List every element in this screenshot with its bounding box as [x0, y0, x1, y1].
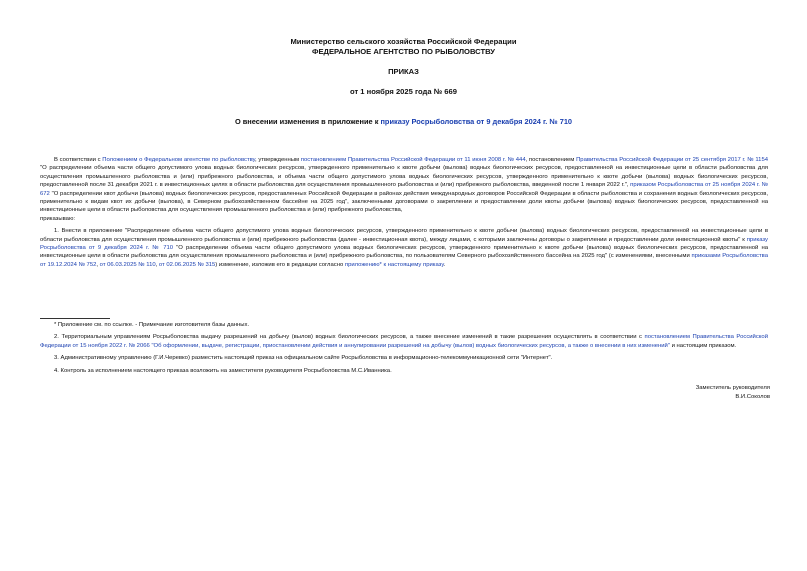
document-body	[40, 156, 768, 269]
item-2-paragraph	[40, 333, 768, 350]
agency-name: ФЕДЕРАЛЬНОЕ АГЕНТСТВО ПО РЫБОЛОВСТВУ	[312, 47, 495, 56]
order-672-link[interactable]: приказом Росрыболовства от 25 ноября 2024 г. № 672	[40, 182, 768, 197]
document-body-continued	[40, 321, 768, 375]
order-315-link[interactable]: от 02.06.2025 № 315	[158, 261, 216, 268]
item-2-text: 2. Территориальным управлениям Росрыболовства выдачу разрешений на добычу (вылов) водных биологических ресурсов, а также внесение изменений в такие разрешения осуществлять в соответствии с	[54, 334, 645, 341]
item-4-paragraph: 4. Контроль за исполнением настоящего приказа возложить на заместителя руководителя Росрыболовства М.С.Иванника.	[54, 367, 392, 374]
preamble-text: В соответствии с	[54, 157, 103, 163]
signer-name: В.И.Соколов	[735, 394, 770, 400]
footnote-divider	[40, 318, 110, 319]
preamble-text: "О распределении объема части общего допустимого улова водных биологических ресурсов, утвержденного применительно к квоте добычи (вылова) водных биологических ресурсов, предоставленной на инвестиционные цели в области рыболовства для осуществления промышленного рыболовства и (или) прибрежного рыболовства, и объема части общего допустимого улова водных биологических ресурсов, утвержденного применительно к квоте добычи (вылова) водных биологических ресурсов, предоставленной после 31 декабря 2021 г. в инвестиционных целях в области рыболовства для осуществления промышленного рыболовства и (или) прибрежного рыболовства, введенной после 1 января 2022 г.",	[40, 165, 768, 189]
resolution-1154-link[interactable]: Правительства Российской Федерации от 25 сентября 2017 г. № 1154	[576, 157, 769, 163]
order-word: приказываю:	[40, 215, 76, 222]
resolution-2066-title-link[interactable]: "Об оформлении, выдаче, регистрации, приостановлении действия и аннулировании разрешений на добычу (вылов) водных биологических ресурсов, а также о внесении в них изменений"	[151, 342, 670, 349]
resolution-444-link[interactable]: постановлением Правительства Российской Федерации от 11 июня 2008 г. № 444	[300, 157, 526, 163]
preamble-text: , утвержденным	[255, 157, 301, 163]
signature-block	[696, 384, 770, 402]
item-1-text: ) изменение, изложив его в редакции согласно	[215, 261, 345, 268]
preamble-text: , постановлением	[525, 157, 577, 163]
title-order-link[interactable]: приказу Росрыболовства от 9 декабря 2024 г. № 710	[380, 117, 573, 126]
footnote: * Приложение см. по ссылке. - Примечание изготовителя базы данных.	[54, 322, 250, 328]
item-1-text: ,	[96, 261, 100, 268]
resolution-2066-link[interactable]: постановлением Правительства Российской Федерации от 15 ноября 2022 г. № 2066	[40, 334, 768, 349]
item-1-text: ,	[155, 261, 159, 268]
item-1-text: "О распределении объема части общего допустимого улова водных биологических ресурсов, утвержденного применительно к квоте добычи (вылова) водных биологических ресурсов, предоставленной на инвестиционные цели в области рыболовства для осуществления промышленного рыболовства и (или) прибрежного рыболовства, по пользователям Северного рыбохозяйственного бассейна на 2025 год" (с изменениями, внесенными	[40, 245, 768, 260]
document-type: ПРИКАЗ	[388, 67, 419, 76]
regulation-link[interactable]: Положением о Федеральном агентстве по рыболовству	[102, 157, 256, 163]
order-752-link[interactable]: приказами Росрыболовства от 19.12.2024 № 752	[40, 253, 768, 268]
document-title-text: О внесении изменения в приложение к	[234, 117, 381, 126]
order-710-link[interactable]: приказу Росрыболовства от 9 декабря 2024 г. № 710	[40, 236, 768, 252]
item-1-text: .	[443, 261, 446, 268]
signer-position: Заместитель руководителя	[695, 385, 770, 391]
document-date-number: от 1 ноября 2025 года № 669	[350, 87, 457, 96]
order-110-link[interactable]: от 06.03.2025 № 110	[99, 261, 156, 268]
item-1-paragraph	[40, 227, 768, 269]
document-title	[0, 117, 807, 126]
item-3-paragraph: 3. Административному управлению (Г.И.Черевко) разместить настоящий приказ на официальном сайте Росрыболовства в информационно-телекоммуникационной сети "Интернет".	[54, 355, 553, 362]
item-1-text: 1. Внести в приложение "Распределение объема части общего допустимого улова водных биологических ресурсов, утвержденного применительно к квоте добычи (вылова) водных биологических ресурсов, предоставленной на инвестиционные цели в области рыболовства для осуществления промышленного рыболовства и (или) прибрежного рыболовства (далее - инвестиционная квота), между лицами, с которыми заключены договоры о закреплении и предоставлении доли инвестиционной квоты" к	[40, 228, 768, 243]
item-2-text: и настоящим приказом.	[669, 342, 737, 349]
appendix-link[interactable]: приложению* к настоящему приказу	[344, 261, 444, 268]
preamble-text: "О распределении квот добычи (вылова) водных биологических ресурсов, предоставленных Российской Федерации в районах действия международных договоров Российской Федерации в области рыболовства и сохранения водных биологических ресурсов, применительно к видам квот их добычи (вылова), в Северном рыбохозяйственном бассейне на 2025 год", заключенными договорами о закреплении и предоставлении доли квоты добычи (вылова) водных биологических ресурсов, предоставленной на инвестиционные цели в области рыболовства для осуществления промышленного рыболовства и (или) прибрежного рыболовства,	[40, 190, 768, 214]
preamble-paragraph	[40, 156, 768, 215]
ministry-name: Министерство сельского хозяйства Российской Федерации	[290, 37, 517, 46]
